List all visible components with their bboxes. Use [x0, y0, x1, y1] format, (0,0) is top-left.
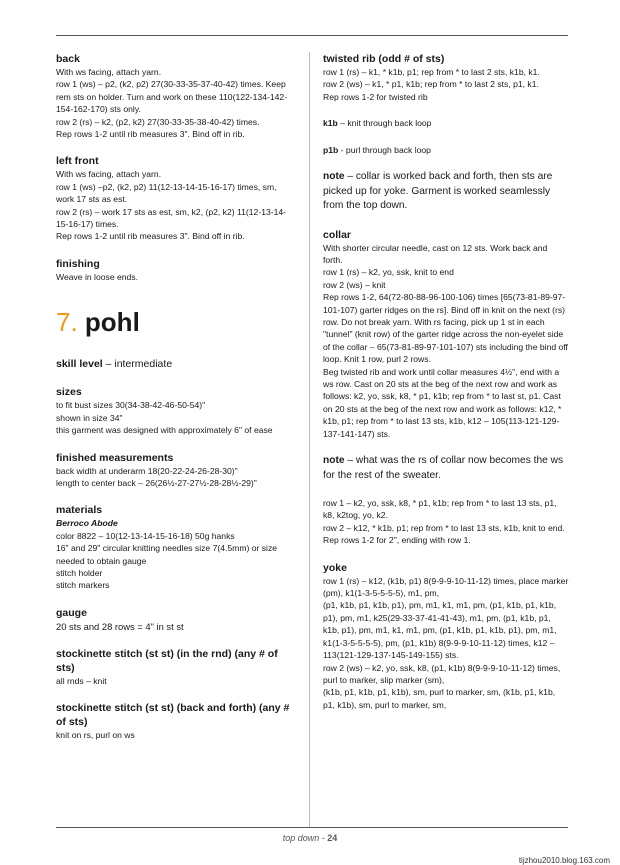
abbrev-p1b: [323, 144, 569, 156]
section-heading: finished measurements: [56, 451, 174, 464]
yarn-name: Berroco Abode: [56, 518, 118, 529]
text-line: row 2 (ws) – k1, * p1, k1b; rep from * to last 2 sts, p1, k1.: [323, 79, 539, 90]
page-number: 24: [327, 833, 338, 843]
text-line: shown in size 34": [56, 412, 123, 423]
pattern-number: 7.: [56, 307, 78, 338]
left-column: [56, 52, 296, 756]
gauge-text: 20 sts and 28 rows = 4" in st st: [56, 620, 184, 632]
section-left-front: [56, 154, 296, 242]
skill-label: skill level: [56, 358, 103, 371]
bottom-rule: [56, 827, 568, 828]
section-heading: materials: [56, 504, 103, 517]
section-sizes: [56, 385, 296, 436]
section-back: [56, 52, 296, 140]
abbrev-k1b: [323, 117, 569, 129]
text-line: row 1 (ws) – p2, (k2, p2) 27(30-33-35-37-40-42) times. Keep rem sts on holder. Turn and work on these 110(122-134-142-154-162-170) sts only.: [56, 79, 288, 115]
section-heading: yoke: [323, 561, 347, 574]
watermark: tijzhou2010.blog.163.com: [518, 856, 610, 865]
section-collar: [323, 228, 569, 441]
right-column: [323, 52, 569, 725]
section-heading: twisted rib (odd # of sts): [323, 53, 445, 65]
top-rule: [56, 35, 568, 36]
text-line: With ws facing, attach yarn.: [56, 169, 162, 180]
text-line: Rep rows 1-2 for 2", ending with row 1.: [323, 535, 471, 546]
section-stst-rnd: [56, 647, 296, 687]
note-text: – what was the rs of collar now becomes the ws for the rest of the sweater.: [323, 455, 564, 481]
text-line: Rep rows 1-2 for twisted rib: [323, 91, 428, 102]
section-twisted-rib: [323, 52, 569, 103]
note-rs-ws: [323, 454, 569, 483]
page-footer: [0, 833, 620, 843]
section-heading: sizes: [56, 386, 82, 399]
text-line: row 2 (rs) – work 17 sts as est, sm, k2, (p2, k2) 11(12-13-14-15-16-17) times.: [56, 206, 287, 230]
section-finishing: [56, 257, 296, 283]
text-line: color 8822 – 10(12-13-14-15-16-18) 50g hanks: [56, 530, 235, 541]
pattern-name: pohl: [84, 307, 140, 338]
footer-separator: -: [319, 833, 328, 843]
text-line: stitch markers: [56, 580, 110, 591]
text-line: row 1 (rs) – k1, * k1b, p1; rep from * to last 2 sts, k1b, k1.: [323, 67, 540, 77]
section-yoke: [323, 561, 569, 711]
text-line: row 1 – k2, yo, ssk, k8, * p1, k1b; rep from * to last 13 sts, p1, k8, k2tog, yo, k2.: [323, 498, 557, 521]
text-line: (p1, k1b, p1, k1b, p1), pm, m1, k1, m1, pm, (p1, k1b, p1, k1b, p1), pm, m1, k25(29-33-37-41-41-43), m1, pm, (p1, k1b, p1, k1b, p1), pm, m1, k1, m1, pm, (p1, k1b, p1, k1b, p1), pm, m1, k1(1-3-5-5-5-5), pm, (p1, k1b) 8(9-9-9-10-11-12) times, k12 – 113(121-129-137-145-149-155) sts.: [323, 600, 557, 661]
text-line: row 2 (ws) – k2, yo, ssk, k8, (p1, k1b) 8(9-9-9-10-11-12) times, purl to marker, slip marker (sm),: [323, 662, 561, 685]
text-line: row 2 (rs) – k2, (p2, k2) 27(30-33-35-38-40-42) times.: [56, 116, 260, 127]
text-line: row 2 – k12, * k1b, p1; rep from * to last 13 sts, k1b, knit to end.: [323, 522, 565, 533]
section-heading: stockinette stitch (st st) (in the rnd) (any # of sts): [56, 647, 278, 674]
section-heading: stockinette stitch (st st) (back and forth) (any # of sts): [56, 702, 290, 729]
column-divider: [309, 52, 310, 827]
section-heading: gauge: [56, 606, 87, 619]
text-line: row 1 (rs) – k2, yo, ssk, knit to end: [323, 267, 454, 278]
skill-value: – intermediate: [102, 358, 173, 371]
text-line: row 2 (ws) – knit: [323, 279, 386, 290]
section-materials: [56, 503, 296, 591]
pattern-title: [56, 307, 296, 337]
text-line: stitch holder: [56, 567, 103, 578]
text-line: to fit bust sizes 30(34-38-42-46-50-54)": [56, 400, 206, 411]
text-line: With ws facing, attach yarn.: [56, 67, 162, 77]
text-line: Rep rows 1-2 until rib measures 3". Bind off in rib.: [56, 231, 245, 242]
section-heading: collar: [323, 228, 352, 241]
text-line: Beg twisted rib and work until collar measures 4½", end with a ws row. Cast on 20 sts at the beg of the next row and work as follows: k2, yo, ssk, k8, * p1, k1b; rep from * to last st, p1. Cast on 20 sts at the beg of the next row and work as follows: k12, * k1b, p1; rep from * to last 13 sts, k1b, k12 – 105(113-121-129-137-141-147) sts.: [323, 366, 562, 439]
text-line: length to center back – 26(26½-27-27½-28-28½-29)": [56, 477, 257, 488]
section-gauge: [56, 606, 296, 633]
abbrev-def: – knit through back loop: [337, 118, 432, 129]
note-collar: [323, 170, 569, 214]
text-line: 16" and 29" circular knitting needles size 7(4.5mm) or size needed to obtain gauge: [56, 543, 278, 566]
note-text: – collar is worked back and forth, then sts are picked up for yoke. Garment is worked seamlessly from the top down.: [323, 171, 553, 212]
abbrev-term: k1b: [323, 118, 338, 129]
text-line: this garment was designed with approximately 6" of ease: [56, 425, 273, 436]
text-line: row 1 (ws) –p2, (k2, p2) 11(12-13-14-15-16-17) times, sm, work 17 sts as est.: [56, 181, 277, 205]
section-heading: left front: [56, 155, 99, 168]
footer-label: top down: [282, 833, 320, 843]
section-heading: back: [56, 53, 80, 65]
section-stst-flat: [56, 701, 296, 741]
abbrev-term: p1b: [323, 144, 339, 155]
text-line: back width at underarm 18(20-22-24-26-28-30)": [56, 465, 238, 476]
text-line: Rep rows 1-2 until rib measures 3". Bind off in rib.: [56, 129, 245, 140]
text-line: With shorter circular needle, cast on 12 sts. Work back and forth.: [323, 242, 548, 265]
section-heading: finishing: [56, 257, 100, 270]
text-line: Weave in loose ends.: [56, 271, 139, 282]
section-finished-measurements: [56, 451, 296, 490]
note-label: note: [323, 455, 345, 467]
section-collar-rows: [323, 497, 569, 547]
text-line: knit on rs, purl on ws: [56, 730, 135, 741]
abbrev-def: - purl through back loop: [338, 144, 431, 155]
text-line: row 1 (rs) – k12, (k1b, p1) 8(9-9-9-10-11-12) times, place marker (pm), k1(1-3-5-5-5-5), m1, pm,: [323, 575, 569, 599]
text-line: all rnds – knit: [56, 675, 107, 686]
text-line: (k1b, p1, k1b, p1, k1b), sm, purl to marker, sm, (k1b, p1, k1b, p1, k1b), sm, purl to marker, sm,: [323, 687, 556, 710]
note-label: note: [323, 171, 345, 183]
section-skill-level: [56, 357, 296, 371]
text-line: Rep rows 1-2, 64(72-80-88-96-100-106) times [65(73-81-89-97-101-107) garter ridges on the rs]. Bind off in knit on the next (rs) row. Do not break yarn. With rs facing, pick up 1 st in each "tunnel" (knit row) of the garter ridge across the non-eyelet side of the collar – 65(73-81-89-97-101-107) sts including the bind off loop. Knit 1 row, purl 2 rows.: [323, 292, 568, 365]
